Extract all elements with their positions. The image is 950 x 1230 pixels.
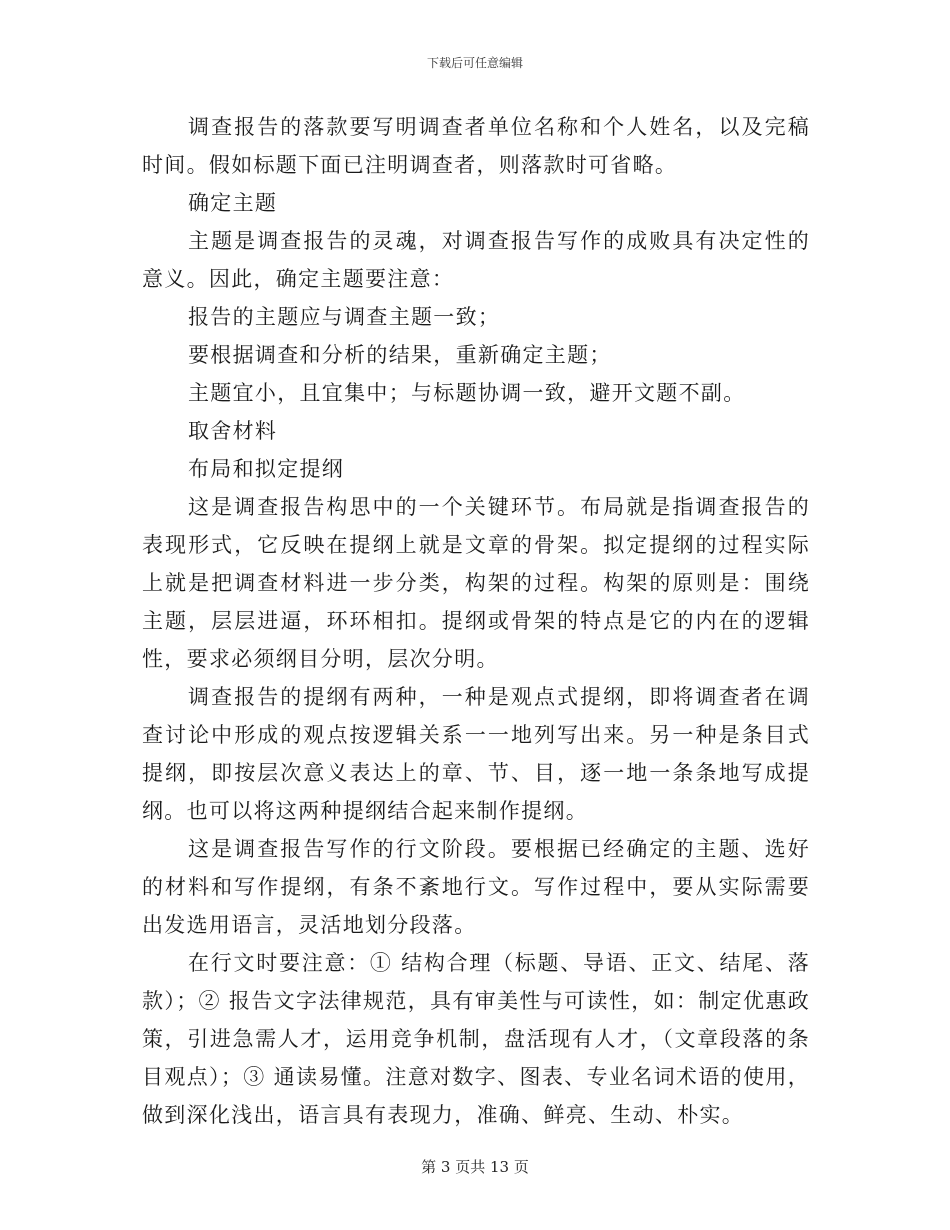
heading-layout-outline: 布局和拟定提纲 (188, 457, 345, 481)
paragraph-outline-types: 调查报告的提纲有两种，一种是观点式提纲，即将调查者在调查讨论中形成的观点按逻辑关系一一地列写出来。另一种是条目式提纲，即按层次意义表达上的章、节、目，逐一地一条条地写成提纲。也可以将这两种提纲结合起来制作提纲。 (142, 685, 810, 823)
heading-determine-theme: 确定主题 (188, 191, 278, 215)
paragraph-writing-stage: 这是调查报告写作的行文阶段。要根据已经确定的主题、选好的材料和写作提纲，有条不紊地行文。写作过程中，要从实际需要出发选用语言，灵活地划分段落。 (142, 837, 810, 937)
list-item-theme-consistent: 报告的主题应与调查主题一致； (188, 305, 501, 329)
paragraph-signature: 调查报告的落款要写明调查者单位名称和个人姓名，以及完稿时间。假如标题下面已注明调查者，则落款时可省略。 (142, 115, 810, 177)
list-item-theme-small: 主题宜小，且宜集中；与标题协调一致，避开文题不副。 (188, 381, 746, 405)
document-body (142, 108, 810, 1134)
page-header: 下载后可任意编辑 (426, 56, 523, 70)
heading-select-materials: 取舍材料 (188, 419, 278, 443)
list-item-theme-redetermine: 要根据调查和分析的结果，重新确定主题； (188, 343, 612, 367)
paragraph-layout: 这是调查报告构思中的一个关键环节。布局就是指调查报告的表现形式，它反映在提纲上就是文章的骨架。拟定提纲的过程实际上就是把调查材料进一步分类，构架的过程。构架的原则是：围绕主题，层层进逼，环环相扣。提纲或骨架的特点是它的内在的逻辑性，要求必须纲目分明，层次分明。 (142, 495, 810, 671)
paragraph-theme-soul: 主题是调查报告的灵魂，对调查报告写作的成败具有决定性的意义。因此，确定主题要注意： (142, 229, 810, 291)
paragraph-writing-notes: 在行文时要注意：① 结构合理（标题、导语、正文、结尾、落款）；② 报告文字法律规范，具有审美性与可读性，如：制定优惠政策，引进急需人才，运用竞争机制，盘活现有人才，（文章段落的条目观点）；③ 通读易懂。注意对数字、图表、专业名词术语的使用，做到深化浅出，语言具有表现力，准确、鲜亮、生动、朴实。 (142, 951, 810, 1127)
page-footer: 第 3 页共 13 页 (421, 1158, 529, 1176)
